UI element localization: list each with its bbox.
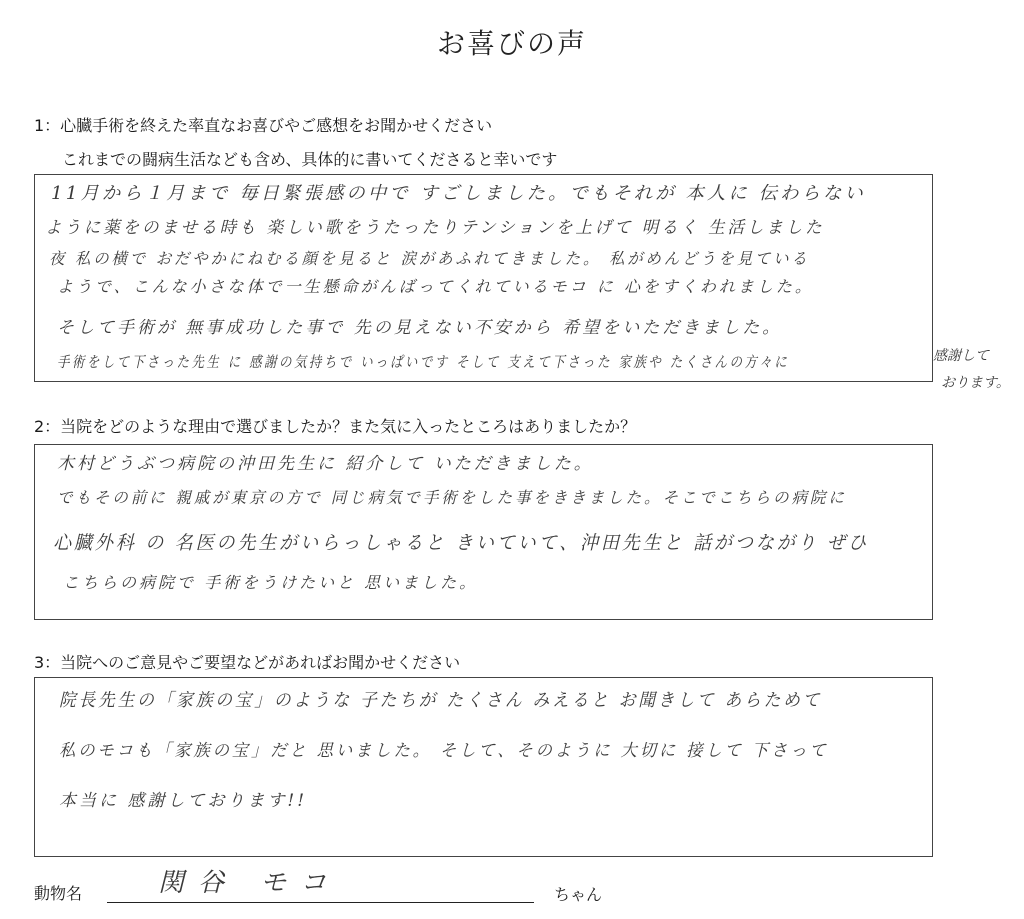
question-1-subtext: これまでの闘病生活なども含め、具体的に書いてくださると幸いです	[62, 150, 558, 169]
animal-name-suffix: ちゃん	[554, 885, 603, 904]
answer-1-line-1: 11月から１月まで 毎日緊張感の中で すごしました。でもそれが 本人に 伝わらない	[51, 183, 866, 204]
question-1-label: 1：心臓手術を終えた率直なお喜びやご感想をお聞かせください	[34, 116, 493, 135]
question-2-label: 2：当院をどのような理由で選びましたか？また気に入ったところはありましたか？	[34, 417, 637, 436]
answer-2-line-4: こちらの病院で 手術をうけたいと 思いました。	[63, 573, 479, 592]
answer-2-line-2: でもその前に 親戚が東京の方で 同じ病気で手術をした事をききました。そこでこちらの病院に	[57, 488, 847, 507]
answer-1-line-3: 夜 私の横で おだやかにねむる顔を見ると 涙があふれてきました。 私がめんどうを見ている	[49, 249, 810, 268]
answer-1-line-2: ように薬をのませる時も 楽しい歌をうたったりテンションを上げて 明るく 生活しました	[45, 218, 825, 238]
answer-2-line-3: 心臓外科 の 名医の先生がいらっしゃると きいていて、沖田先生と 話がつながり ぜひ	[53, 532, 869, 554]
answer-1-box	[34, 174, 933, 382]
answer-3-box	[34, 677, 933, 857]
answer-1-side-note-1: 感謝して	[933, 348, 989, 364]
answer-1-line-5: そして手術が 無事成功した事で 先の見えない不安から 希望をいただきました。	[57, 318, 783, 338]
question-3-label: 3：当院へのご意見やご要望などがあればお聞かせください	[34, 653, 461, 672]
answer-1-side-note-2: おります。	[941, 375, 1010, 391]
animal-name-label: 動物名	[34, 884, 83, 903]
answer-1-line-6: 手術をして下さった先生 に 感謝の気持ちで いっぱいです そして 支えて下さった 家族や たくさんの方々に	[57, 353, 790, 371]
answer-2-box	[34, 444, 933, 620]
answer-3-line-3: 本当に 感謝しております!!	[59, 791, 308, 811]
answer-3-line-2: 私のモコも「家族の宝」だと 思いました。 そして、そのように 大切に 接して 下さって	[59, 741, 829, 761]
animal-name-underline	[107, 902, 534, 903]
answer-3-line-1: 院長先生の「家族の宝」のような 子たちが たくさん みえると お聞きして あらためて	[59, 690, 823, 711]
animal-name-value: 関谷 モコ	[158, 868, 341, 898]
answer-1-line-4: ようで、こんな小さな体で一生懸命がんばってくれているモコ に 心をすくわれました。	[57, 277, 814, 296]
page-title: お喜びの声	[436, 27, 587, 60]
answer-2-line-1: 木村どうぶつ病院の沖田先生に 紹介して いただきました。	[57, 454, 594, 474]
